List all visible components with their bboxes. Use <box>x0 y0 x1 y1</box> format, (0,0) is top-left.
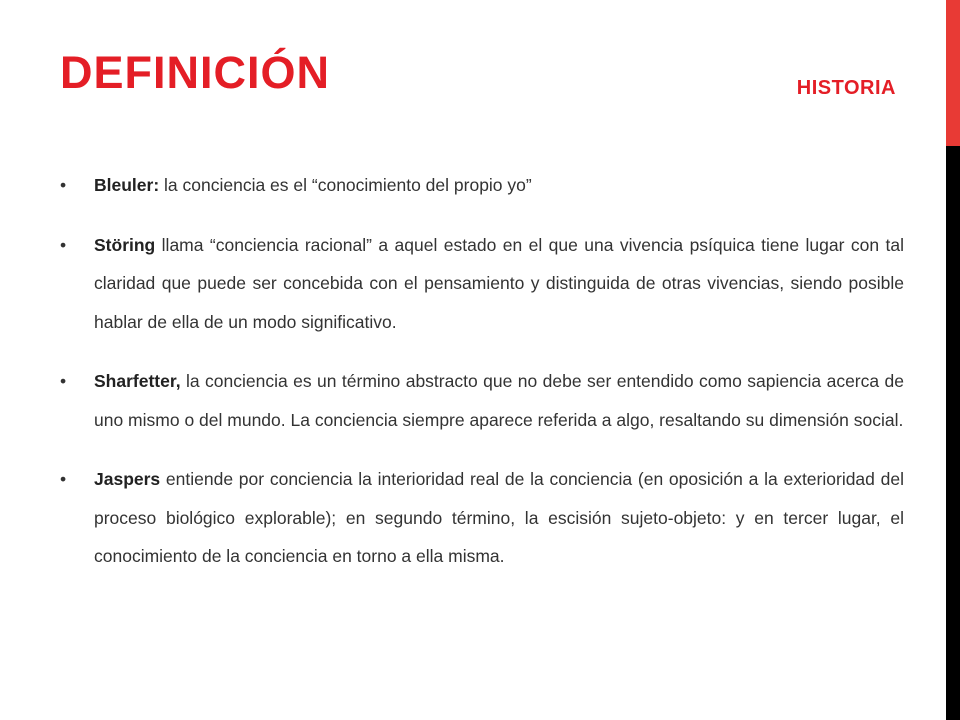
bullet-text: la conciencia es un término abstracto que no debe ser entendido como sapiencia acerca de uno mismo o del mundo. La conciencia siempre aparece referida a algo, resaltando su dimensión social. <box>94 371 904 430</box>
bullet-item <box>60 226 904 342</box>
bullet-list <box>60 166 904 597</box>
bullet-text: la conciencia es el “conocimiento del propio yo” <box>159 175 532 195</box>
bullet-item <box>60 166 904 205</box>
slide-subtitle: HISTORIA <box>796 77 896 99</box>
side-accent-bar-black <box>946 146 960 720</box>
slide-title: DEFINICIÓN <box>60 47 331 98</box>
bullet-author: Jaspers <box>94 469 161 489</box>
bullet-author: Störing <box>94 234 156 255</box>
bullet-text: llama “conciencia racional” a aquel estado en el que una vivencia psíquica tiene lugar con tal claridad que puede ser concebida con el pensamiento y distinguida de otras vivencias, siendo posible hablar de ella de un modo significativo. <box>94 234 904 332</box>
side-accent-bar-red <box>946 0 960 146</box>
bullet-item <box>60 362 904 439</box>
bullet-item <box>60 460 904 576</box>
bullet-text: entiende por conciencia la interioridad real de la conciencia (en oposición a la exterioridad del proceso biológico explorable); en segundo término, la escisión sujeto-objeto: y en tercer lugar, el conocimiento de la conciencia en torno a ella misma. <box>94 469 904 566</box>
bullet-author: Sharfetter, <box>94 371 181 391</box>
bullet-author: Bleuler: <box>94 175 160 195</box>
